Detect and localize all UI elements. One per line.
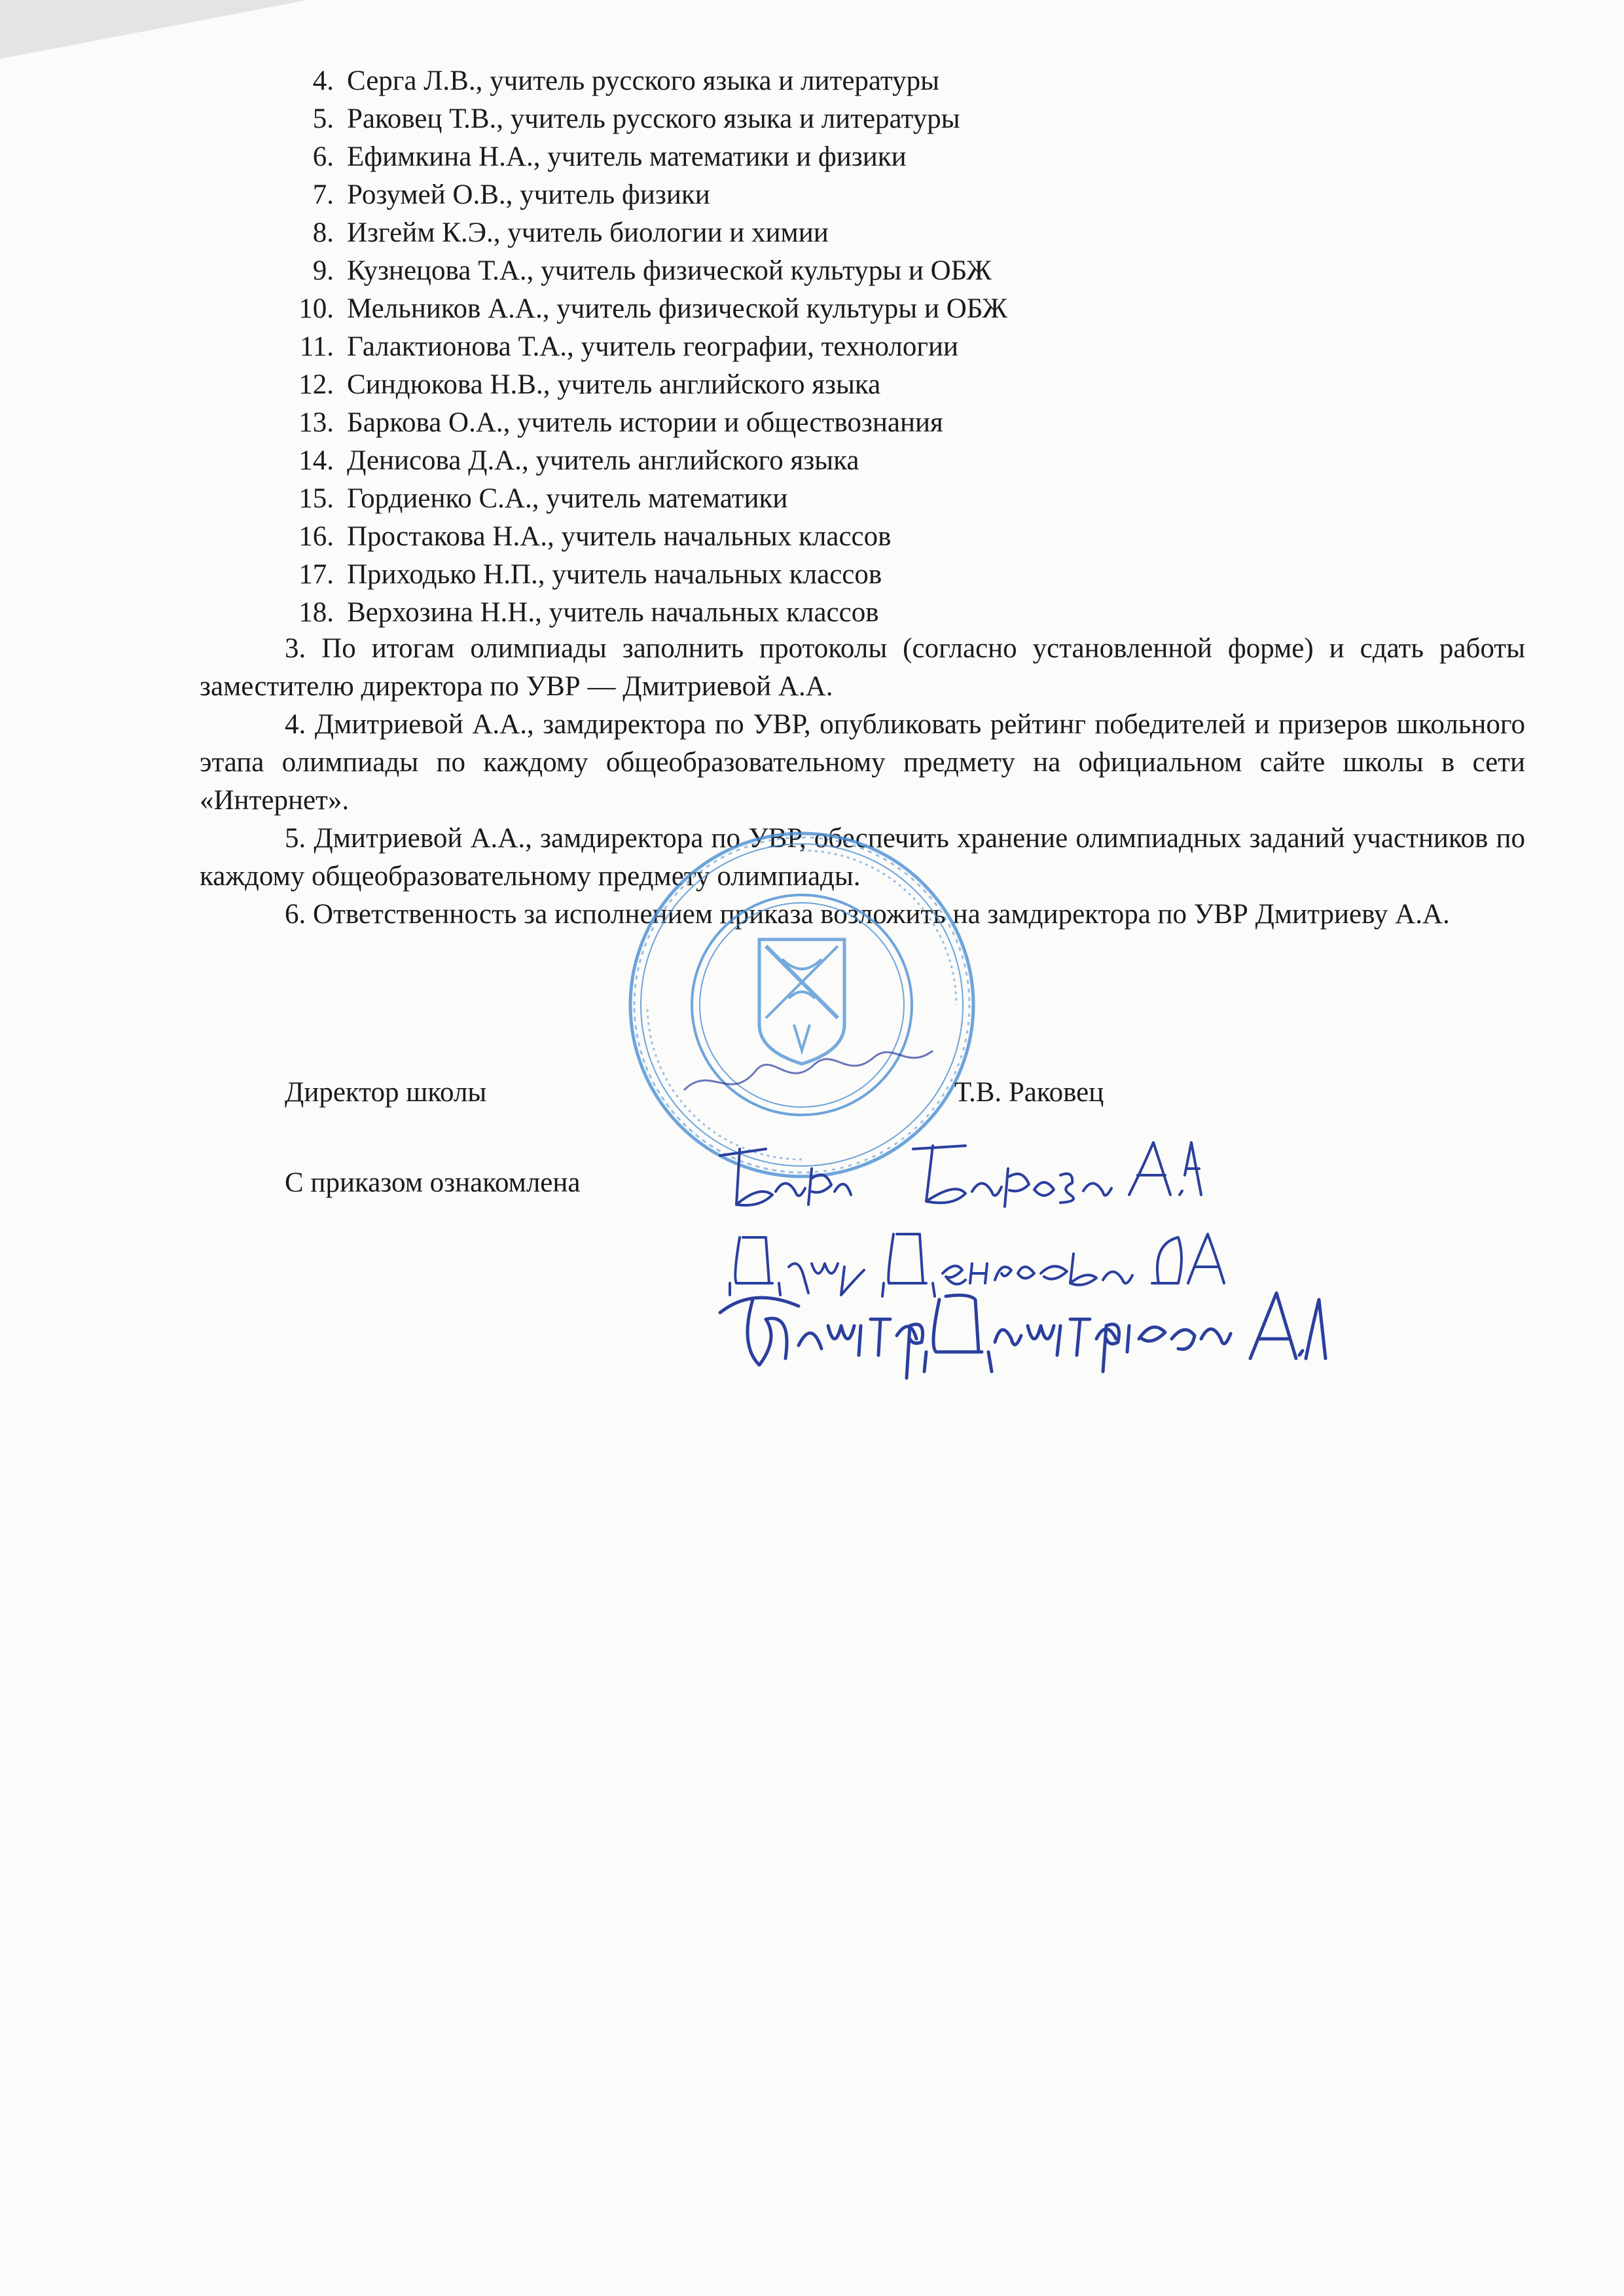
- staff-list-text: Верхозина Н.Н., учитель начальных классов: [347, 597, 879, 628]
- staff-list-number: 17.: [298, 559, 334, 590]
- acquainted-label: С приказом ознакомлена: [285, 1167, 581, 1198]
- staff-list-number: 4.: [312, 65, 334, 96]
- staff-list-number: 7.: [312, 179, 334, 210]
- staff-list-number: 16.: [298, 521, 334, 552]
- paragraph-4: 4. Дмитриевой А.А., замдиректора по УВР, опубликовать рейтинг победителей и призеров школьного этапа олимпиады по каждому общеобразовательному предмету на официальном сайте школы в сети «Интернет».: [200, 709, 1525, 816]
- staff-list-text: Мельников А.А., учитель физической культуры и ОБЖ: [347, 293, 1007, 324]
- staff-list-number: 5.: [312, 103, 334, 134]
- staff-list-number: 18.: [298, 597, 334, 628]
- staff-list-number: 11.: [299, 331, 334, 362]
- staff-list-text: Простакова Н.А., учитель начальных классов: [347, 521, 892, 552]
- director-label: Директор школы: [285, 1077, 487, 1108]
- staff-list-text: Розумей О.В., учитель физики: [347, 179, 710, 210]
- staff-list-text: Раковец Т.В., учитель русского языка и литературы: [347, 103, 960, 134]
- staff-list-text: Синдюкова Н.В., учитель английского языка: [347, 369, 881, 400]
- signature-dmitrieva: [713, 1273, 1329, 1388]
- staff-list-number: 8.: [312, 217, 334, 248]
- staff-list-number: 9.: [312, 255, 334, 286]
- paragraph-3: 3. По итогам олимпиады заполнить протоколы (согласно установленной форме) и сдать работы заместителю директора по УВР — Дмитриевой А.А.: [200, 633, 1525, 702]
- staff-list-number: 6.: [312, 141, 334, 172]
- staff-list-text: Ефимкина Н.А., учитель математики и физики: [347, 141, 907, 172]
- staff-list-number: 14.: [298, 445, 334, 476]
- staff-list-text: Приходько Н.П., учитель начальных классов: [347, 559, 882, 590]
- signature-barkova: [713, 1129, 1211, 1221]
- paragraph-5: 5. Дмитриевой А.А., замдиректора по УВР, обеспечить хранение олимпиадных заданий участников по каждому общеобразовательному предмету олимпиады.: [200, 823, 1525, 892]
- staff-list-text: Кузнецова Т.А., учитель физической культуры и ОБЖ: [347, 255, 992, 286]
- staff-list-number: 12.: [298, 369, 334, 400]
- staff-list-text: Изгейм К.Э., учитель биологии и химии: [347, 217, 829, 248]
- staff-list-text: Серга Л.В., учитель русского языка и литературы: [347, 65, 939, 96]
- staff-list-number: 10.: [298, 293, 334, 324]
- staff-list-number: 13.: [298, 407, 334, 438]
- staff-list-text: Баркова О.А., учитель истории и обществознания: [347, 407, 943, 438]
- staff-list-text: Галактионова Т.А., учитель географии, технологии: [347, 331, 958, 362]
- director-name: Т.В. Раковец: [954, 1077, 1104, 1108]
- staff-list-text: Денисова Д.А., учитель английского языка: [347, 445, 859, 476]
- scan-corner-fold: [0, 0, 308, 59]
- paragraph-6: 6. Ответственность за исполнением приказа возложить на замдиректора по УВР Дмитриеву А.А.: [285, 899, 1450, 930]
- staff-list-text: Гордиенко С.А., учитель математики: [347, 483, 788, 514]
- staff-list-number: 15.: [298, 483, 334, 514]
- official-stamp: [625, 828, 979, 1182]
